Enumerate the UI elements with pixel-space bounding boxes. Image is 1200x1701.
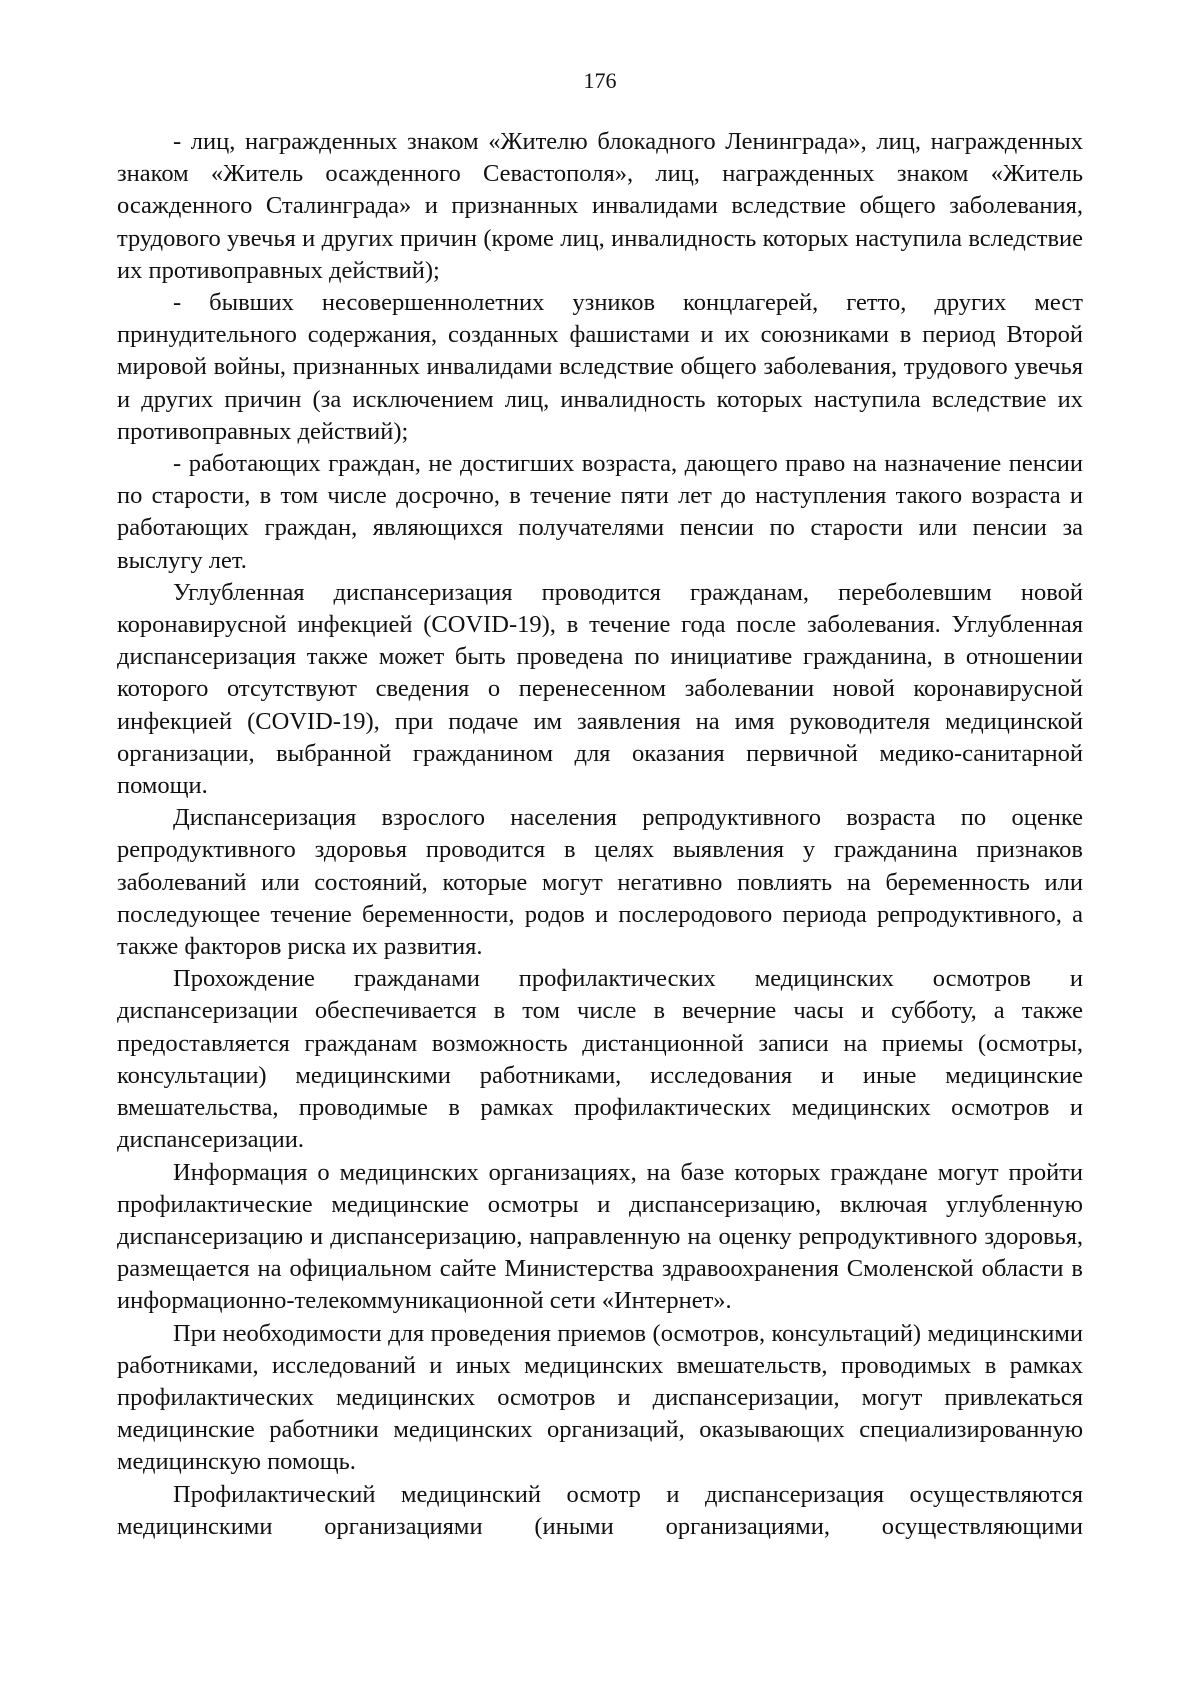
page-number: 176 [583,68,617,93]
paragraph-former-prisoners: - бывших несовершеннолетних узников концлагерей, гетто, других мест принудительного содержания, созданных фашистами и их союзниками в период Второй мировой войны, признанных инвалидами вследствие общего заболевания, трудового увечья и других причин (за исключением лиц, инвалидность которых наступила вследствие их противоправных действий); [117,289,1083,445]
paragraph-blockade-leningrad: - лиц, награжденных знаком «Жителю блокадного Ленинграда», лиц, награжденных знаком «Житель осажденного Севастополя», лиц, награжденных знаком «Житель осажденного Сталинграда» и признанных инвалидами вследствие общего заболевания, трудового увечья и других причин (кроме лиц, инвалидность которых наступила вследствие их противоправных действий); [117,128,1083,284]
paragraph-specialists: При необходимости для проведения приемов (осмотров, консультаций) медицинскими работниками, исследований и иных медицинских вмешательств, проводимых в рамках профилактических медицинских осмотров и диспансеризации, могут привлекаться медицинские работники медицинских организаций, оказывающих специализированную медицинскую помощь. [117,1319,1083,1476]
document-body [117,126,1083,1543]
paragraph-organizations: Профилактический медицинский осмотр и диспансеризация осуществляются медицинскими организациями (иными организациями, осуществляющими [117,1480,1083,1540]
paragraph-reproductive-health: Диспансеризация взрослого населения репродуктивного возраста по оценке репродуктивного здоровья проводится в целях выявления у гражданина признаков заболеваний или состояний, которые могут негативно повлиять на беременность или последующее течение беременности, родов и послеродового периода репродуктивного, а также факторов риска их развития. [117,804,1083,961]
paragraph-in-depth-screening: Углубленная диспансеризация проводится гражданам, переболевшим новой коронавирусной инфекцией (COVID-19), в течение года после заболевания. Углубленная диспансеризация также может быть проведена по инициативе гражданина, в отношении которого отсутствуют сведения о перенесенном заболевании новой коронавирусной инфекцией (COVID-19), при подаче им заявления на имя руководителя медицинской организации, выбранной гражданином для оказания первичной медико-санитарной помощи. [117,578,1083,800]
paragraph-evening-hours: Прохождение гражданами профилактических медицинских осмотров и диспансеризации обеспечивается в том числе в вечерние часы и субботу, а также предоставляется гражданам возможность дистанционной записи на приемы (осмотры, консультации) медицинскими работниками, исследования и иные медицинские вмешательства, проводимые в рамках профилактических медицинских осмотров и диспансеризации. [117,965,1083,1154]
paragraph-working-citizens: - работающих граждан, не достигших возраста, дающего право на назначение пенсии по старости, в том числе досрочно, в течение пяти лет до наступления такого возраста и работающих граждан, являющихся получателями пенсии по старости или пенсии за выслугу лет. [117,450,1083,574]
paragraph-information: Информация о медицинских организациях, на базе которых граждане могут пройти профилактические медицинские осмотры и диспансеризацию, включая углубленную диспансеризацию и диспансеризацию, направленную на оценку репродуктивного здоровья, размещается на официальном сайте Министерства здравоохранения Смоленской области в информационно-телекоммуникационной сети «Интернет». [117,1158,1083,1315]
